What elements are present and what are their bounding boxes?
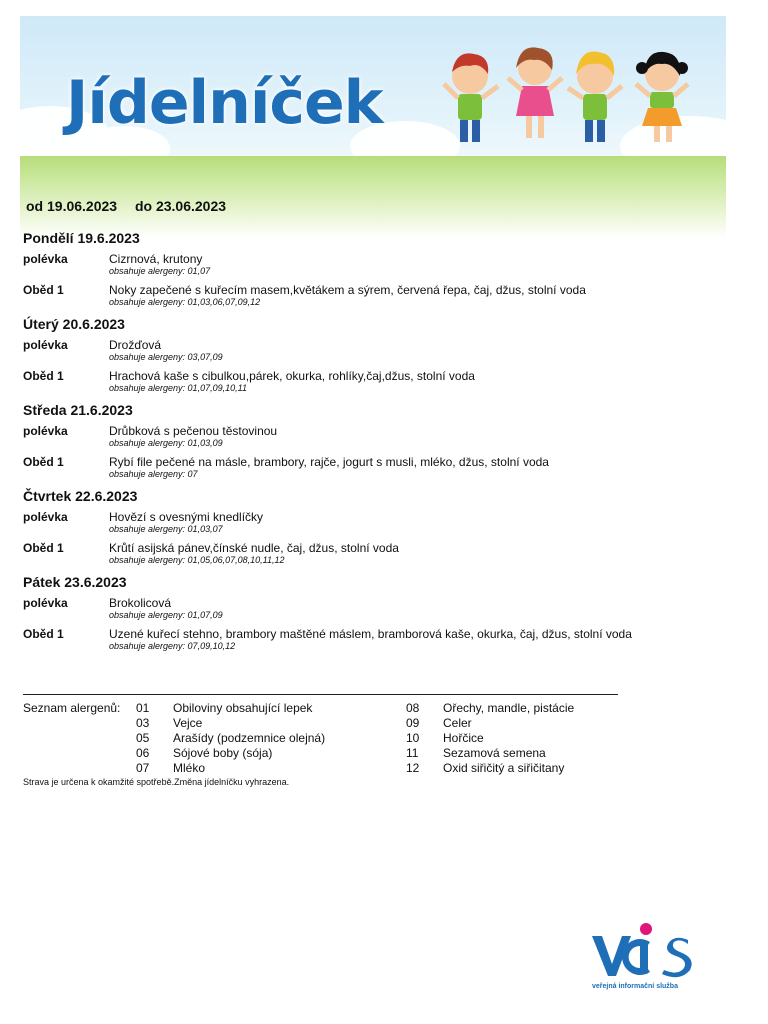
lunch-row: [23, 627, 723, 641]
soup-allergens: obsahuje alergeny: 01,03,07: [109, 524, 223, 534]
allergen-name: Sezamová semena: [443, 746, 546, 760]
lunch-row: [23, 283, 723, 297]
divider: [23, 694, 618, 695]
day-title: Pondělí 19.6.2023: [23, 230, 140, 246]
allergen-name: Oxid siřičitý a siřičitany: [443, 761, 565, 775]
day-title: Čtvrtek 22.6.2023: [23, 488, 138, 504]
soup-row: [23, 252, 723, 266]
lunch-label: Oběd 1: [23, 455, 64, 469]
allergen-name: Celer: [443, 716, 472, 730]
lunch-label: Oběd 1: [23, 369, 64, 383]
soup-text: Cizrnová, krutony: [109, 252, 203, 266]
allergen-name: Arašídy (podzemnice olejná): [173, 731, 326, 745]
day-section-wednesday: [23, 400, 723, 480]
allergen-number: 08: [406, 701, 420, 715]
allergen-entry: [406, 761, 574, 776]
lunch-text: Noky zapečené s kuřecím masem,květákem a sýrem, červená řepa, čaj, džus, stolní voda: [109, 283, 586, 297]
soup-text: Brokolicová: [109, 596, 172, 610]
allergen-heading: Seznam alergenů:: [23, 701, 121, 715]
soup-allergens: obsahuje alergeny: 03,07,09: [109, 352, 223, 362]
allergen-entry: [136, 716, 325, 731]
soup-row: [23, 596, 723, 610]
soup-label: polévka: [23, 252, 68, 266]
allergen-number: 11: [406, 746, 419, 760]
allergen-column-right: [406, 701, 574, 776]
day-section-tuesday: [23, 314, 723, 394]
footer-note: Strava je určena k okamžité spotřebě.Změna jídelníčku vyhrazena.: [23, 777, 290, 787]
soup-label: polévka: [23, 338, 68, 352]
lunch-label: Oběd 1: [23, 627, 64, 641]
lunch-label: Oběd 1: [23, 283, 64, 297]
allergen-entry: [136, 701, 325, 716]
day-section-thursday: [23, 486, 723, 566]
allergen-entry: [406, 701, 574, 716]
lunch-row: [23, 541, 723, 555]
day-title: Úterý 20.6.2023: [23, 316, 125, 332]
vis-logo-icon: [588, 920, 698, 992]
soup-text: Drožďová: [109, 338, 162, 352]
lunch-row: [23, 369, 723, 383]
lunch-text: Rybí file pečené na másle, brambory, rajče, jogurt s musli, mléko, džus, stolní voda: [109, 455, 549, 469]
allergen-entry: [136, 731, 325, 746]
allergen-number: 01: [136, 701, 150, 715]
lunch-label: Oběd 1: [23, 541, 64, 555]
menu-list: [23, 228, 723, 658]
allergen-entry: [136, 761, 325, 776]
lunch-text: Krůtí asijská pánev,čínské nudle, čaj, džus, stolní voda: [109, 541, 399, 555]
soup-allergens: obsahuje alergeny: 01,07: [109, 266, 211, 276]
date-to: do 23.06.2023: [134, 198, 227, 214]
lunch-allergens: obsahuje alergeny: 01,03,06,07,09,12: [109, 297, 261, 307]
date-from: od 19.06.2023: [26, 198, 118, 214]
soup-row: [23, 510, 723, 524]
soup-label: polévka: [23, 596, 68, 610]
day-title: Středa 21.6.2023: [23, 402, 133, 418]
day-section-monday: [23, 228, 723, 308]
soup-label: polévka: [23, 510, 68, 524]
allergen-column-left: [136, 701, 325, 776]
children-illustration-icon: [440, 34, 700, 164]
header-banner: [20, 16, 726, 238]
soup-row: [23, 338, 723, 352]
day-title: Pátek 23.6.2023: [23, 574, 127, 590]
lunch-allergens: obsahuje alergeny: 07,09,10,12: [109, 641, 236, 651]
allergen-number: 09: [406, 716, 420, 730]
grass-strip: [20, 156, 726, 238]
allergen-name: Hořčice: [443, 731, 484, 745]
allergen-name: Mléko: [173, 761, 206, 775]
allergen-number: 10: [406, 731, 420, 745]
allergen-name: Obiloviny obsahující lepek: [173, 701, 313, 715]
soup-text: Hovězí s ovesnými knedlíčky: [109, 510, 264, 524]
lunch-text: Uzené kuřecí stehno, brambory maštěné máslem, bramborová kaše, okurka, čaj, džus, stolní voda: [109, 627, 632, 641]
allergen-entry: [136, 746, 325, 761]
allergen-number: 05: [136, 731, 150, 745]
allergen-name: Vejce: [173, 716, 203, 730]
allergen-entry: [406, 731, 574, 746]
allergen-number: 07: [136, 761, 150, 775]
lunch-allergens: obsahuje alergeny: 07: [109, 469, 198, 479]
allergen-number: 06: [136, 746, 150, 760]
date-range: [26, 198, 240, 214]
soup-label: polévka: [23, 424, 68, 438]
allergen-name: Ořechy, mandle, pistácie: [443, 701, 575, 715]
lunch-text: Hrachová kaše s cibulkou,párek, okurka, rohlíky,čaj,džus, stolní voda: [109, 369, 475, 383]
allergen-name: Sójové boby (sója): [173, 746, 273, 760]
allergen-number: 12: [406, 761, 420, 775]
logo-subtitle: veřejná informační služba: [592, 983, 678, 990]
lunch-allergens: obsahuje alergeny: 01,07,09,10,11: [109, 383, 247, 393]
soup-allergens: obsahuje alergeny: 01,07,09: [109, 610, 223, 620]
allergen-entry: [406, 746, 574, 761]
soup-text: Drůbková s pečenou těstovinou: [109, 424, 278, 438]
day-section-friday: [23, 572, 723, 652]
lunch-row: [23, 455, 723, 469]
allergen-entry: [406, 716, 574, 731]
soup-allergens: obsahuje alergeny: 01,03,09: [109, 438, 223, 448]
soup-row: [23, 424, 723, 438]
lunch-allergens: obsahuje alergeny: 01,05,06,07,08,10,11,12: [109, 555, 285, 565]
page-title: Jídelníček: [66, 68, 383, 138]
allergen-number: 03: [136, 716, 150, 730]
